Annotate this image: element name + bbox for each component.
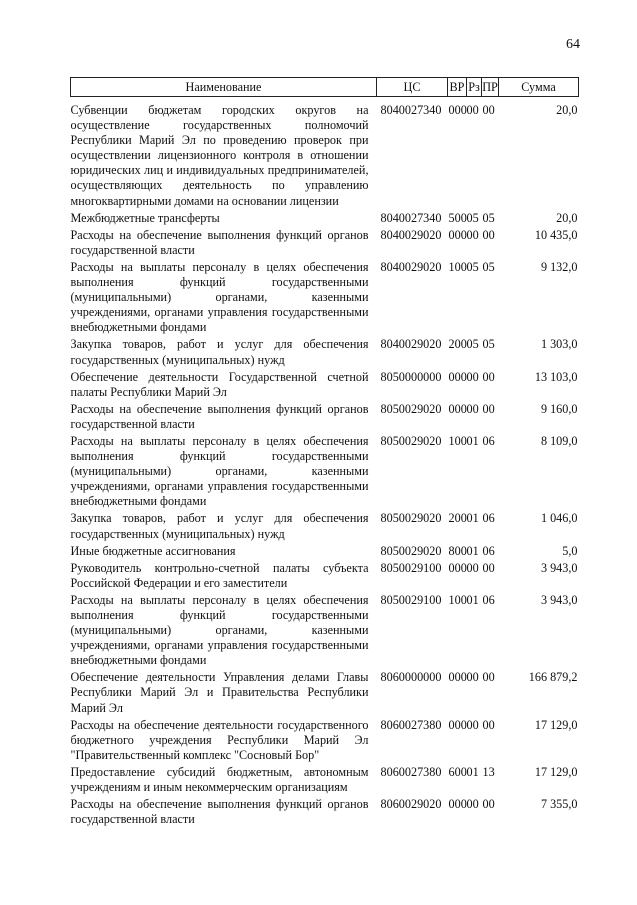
cell-rz: 00 (466, 670, 479, 685)
table-header (71, 78, 579, 97)
cell-cs: 8050029100 (380, 592, 442, 607)
cell-cs: 8050029100 (380, 560, 442, 575)
cell-cs: 8040029020 (380, 337, 442, 352)
table-row (71, 763, 579, 795)
table-row (71, 335, 579, 367)
cell-rz: 01 (466, 433, 479, 448)
cell-vr: 000 (448, 369, 467, 384)
cell-rz: 01 (466, 764, 479, 779)
cell-vr: 600 (448, 764, 467, 779)
cell-pr: 05 (482, 259, 495, 274)
cell-vr: 100 (448, 592, 467, 607)
cell-name: Расходы на выплаты персоналу в целях обеспечения выполнения функций государственными (муниципальными) органами, казенными учреждениями, органами управления государственными внебюджетными фондами (70, 433, 369, 509)
cell-rz: 05 (466, 337, 479, 352)
cell-rz: 01 (466, 511, 479, 526)
cell-rz: 01 (466, 592, 479, 607)
cell-vr: 000 (448, 717, 467, 732)
cell-vr: 000 (448, 560, 467, 575)
cell-pr: 00 (482, 103, 495, 117)
cell-name: Расходы на выплаты персоналу в целях обеспечения выполнения функций государственными (муниципальными) органами, казенными учреждениями, органами управления государственными внебюджетными фондами (70, 592, 369, 668)
cell-sum: 13 103,0 (534, 369, 578, 384)
table-body (71, 97, 579, 828)
cell-rz: 05 (466, 210, 479, 225)
table-row (71, 368, 579, 400)
cell-sum: 10 435,0 (534, 227, 578, 242)
cell-cs: 8060027380 (380, 764, 442, 779)
cell-rz: 00 (466, 227, 479, 242)
cell-vr: 800 (448, 543, 467, 558)
cell-cs: 8040029020 (380, 227, 442, 242)
cell-name: Руководитель контрольно-счетной палаты субъекта Российской Федерации и его заместители (70, 560, 369, 590)
cell-rz: 00 (466, 560, 479, 575)
cell-name: Субвенции бюджетам городских округов на осуществление государственных полномочий Республики Марий Эл по проведению проверок при осуществлении лицензионного контроля в отношении юридических лиц и индивидуальных предпринимателей, осуществляющих деятельность по управлению многоквартирными домами на основании лицензии (70, 103, 369, 208)
cell-name: Закупка товаров, работ и услуг для обеспечения государственных (муниципальных) нужд (70, 511, 369, 541)
cell-sum: 17 129,0 (534, 717, 578, 732)
table-row (71, 209, 579, 226)
header-vr: ВР (448, 78, 467, 97)
cell-rz: 00 (466, 401, 479, 416)
table-row (71, 591, 579, 668)
cell-sum: 1 303,0 (540, 337, 578, 352)
table-row (71, 432, 579, 509)
cell-sum: 166 879,2 (528, 670, 578, 685)
table-row (71, 542, 579, 559)
header-row (71, 78, 579, 97)
cell-sum: 20,0 (556, 210, 578, 225)
cell-pr: 13 (482, 764, 495, 779)
cell-name: Расходы на обеспечение выполнения функций органов государственной власти (70, 401, 369, 431)
cell-cs: 8050000000 (380, 369, 442, 384)
cell-vr: 100 (448, 433, 467, 448)
cell-vr: 200 (448, 511, 467, 526)
cell-pr: 05 (482, 337, 495, 352)
cell-pr: 06 (482, 433, 495, 448)
cell-pr: 00 (482, 717, 495, 732)
cell-sum: 9 132,0 (540, 259, 578, 274)
table-row (71, 226, 579, 258)
cell-rz: 00 (466, 369, 479, 384)
header-sum: Сумма (499, 78, 579, 97)
cell-cs: 8050029020 (380, 433, 442, 448)
cell-vr: 000 (448, 401, 467, 416)
table-row (71, 258, 579, 335)
cell-sum: 1 046,0 (540, 511, 578, 526)
cell-vr: 100 (448, 259, 467, 274)
table-row (71, 509, 579, 541)
cell-name: Расходы на обеспечение выполнения функций органов государственной власти (70, 227, 369, 257)
cell-sum: 8 109,0 (540, 433, 578, 448)
budget-table (70, 77, 579, 827)
table-row (71, 668, 579, 715)
cell-cs: 8060027380 (380, 717, 442, 732)
table-row (71, 97, 579, 209)
cell-name: Иные бюджетные ассигнования (70, 543, 236, 558)
cell-vr: 000 (448, 670, 467, 685)
cell-rz: 00 (466, 103, 479, 117)
cell-cs: 8050029020 (380, 543, 442, 558)
cell-sum: 7 355,0 (540, 797, 578, 812)
cell-rz: 05 (466, 259, 479, 274)
cell-pr: 05 (482, 210, 495, 225)
header-name: Наименование (71, 78, 377, 97)
cell-pr: 00 (482, 560, 495, 575)
cell-name: Закупка товаров, работ и услуг для обеспечения государственных (муниципальных) нужд (70, 337, 369, 367)
cell-cs: 8050029020 (380, 401, 442, 416)
table-row (71, 559, 579, 591)
cell-name: Обеспечение деятельности Государственной счетной палаты Республики Марий Эл (70, 369, 369, 399)
cell-pr: 00 (482, 369, 495, 384)
cell-pr: 00 (482, 401, 495, 416)
cell-name: Обеспечение деятельности Управления делами Главы Республики Марий Эл и Правительства Республики Марий Эл (70, 670, 369, 715)
cell-sum: 3 943,0 (540, 592, 578, 607)
cell-sum: 20,0 (556, 103, 578, 117)
cell-name: Предоставление субсидий бюджетным, автономным учреждениям и иным некоммерческим организациям (70, 764, 369, 795)
cell-cs: 8050029020 (380, 511, 442, 526)
cell-name: Расходы на выплаты персоналу в целях обеспечения выполнения функций государственными (муниципальными) органами, казенными учреждениями, органами управления государственными внебюджетными фондами (70, 259, 369, 335)
cell-vr: 200 (448, 337, 467, 352)
header-rz: Рз (467, 78, 482, 97)
cell-vr: 000 (448, 797, 467, 812)
cell-rz: 01 (466, 543, 479, 558)
cell-cs: 8040027340 (380, 210, 442, 225)
cell-pr: 00 (482, 670, 495, 685)
cell-cs: 8040027340 (380, 103, 442, 117)
cell-vr: 000 (448, 227, 467, 242)
cell-pr: 06 (482, 543, 495, 558)
cell-cs: 8060029020 (380, 797, 442, 812)
header-pr: ПР (482, 78, 499, 97)
cell-sum: 9 160,0 (540, 401, 578, 416)
cell-vr: 500 (448, 210, 467, 225)
cell-name: Расходы на обеспечение выполнения функций органов государственной власти (70, 797, 369, 827)
cell-rz: 00 (466, 717, 479, 732)
cell-sum: 5,0 (562, 543, 578, 558)
cell-rz: 00 (466, 797, 479, 812)
cell-name: Расходы на обеспечение деятельности государственного бюджетного учреждения Республики Марий Эл "Правительственный комплекс "Сосновый Бор" (70, 717, 369, 762)
cell-sum: 3 943,0 (540, 560, 578, 575)
table-row (71, 400, 579, 432)
table-row (71, 716, 579, 763)
cell-name: Межбюджетные трансферты (70, 210, 220, 225)
page-number: 64 (566, 37, 580, 52)
cell-pr: 00 (482, 797, 495, 812)
table-row (71, 795, 579, 827)
cell-sum: 17 129,0 (534, 764, 578, 779)
header-cs: ЦС (377, 78, 448, 97)
cell-pr: 00 (482, 227, 495, 242)
cell-cs: 8060000000 (380, 670, 442, 685)
cell-vr: 000 (448, 103, 467, 117)
cell-pr: 06 (482, 592, 495, 607)
cell-cs: 8040029020 (380, 259, 442, 274)
cell-pr: 06 (482, 511, 495, 526)
